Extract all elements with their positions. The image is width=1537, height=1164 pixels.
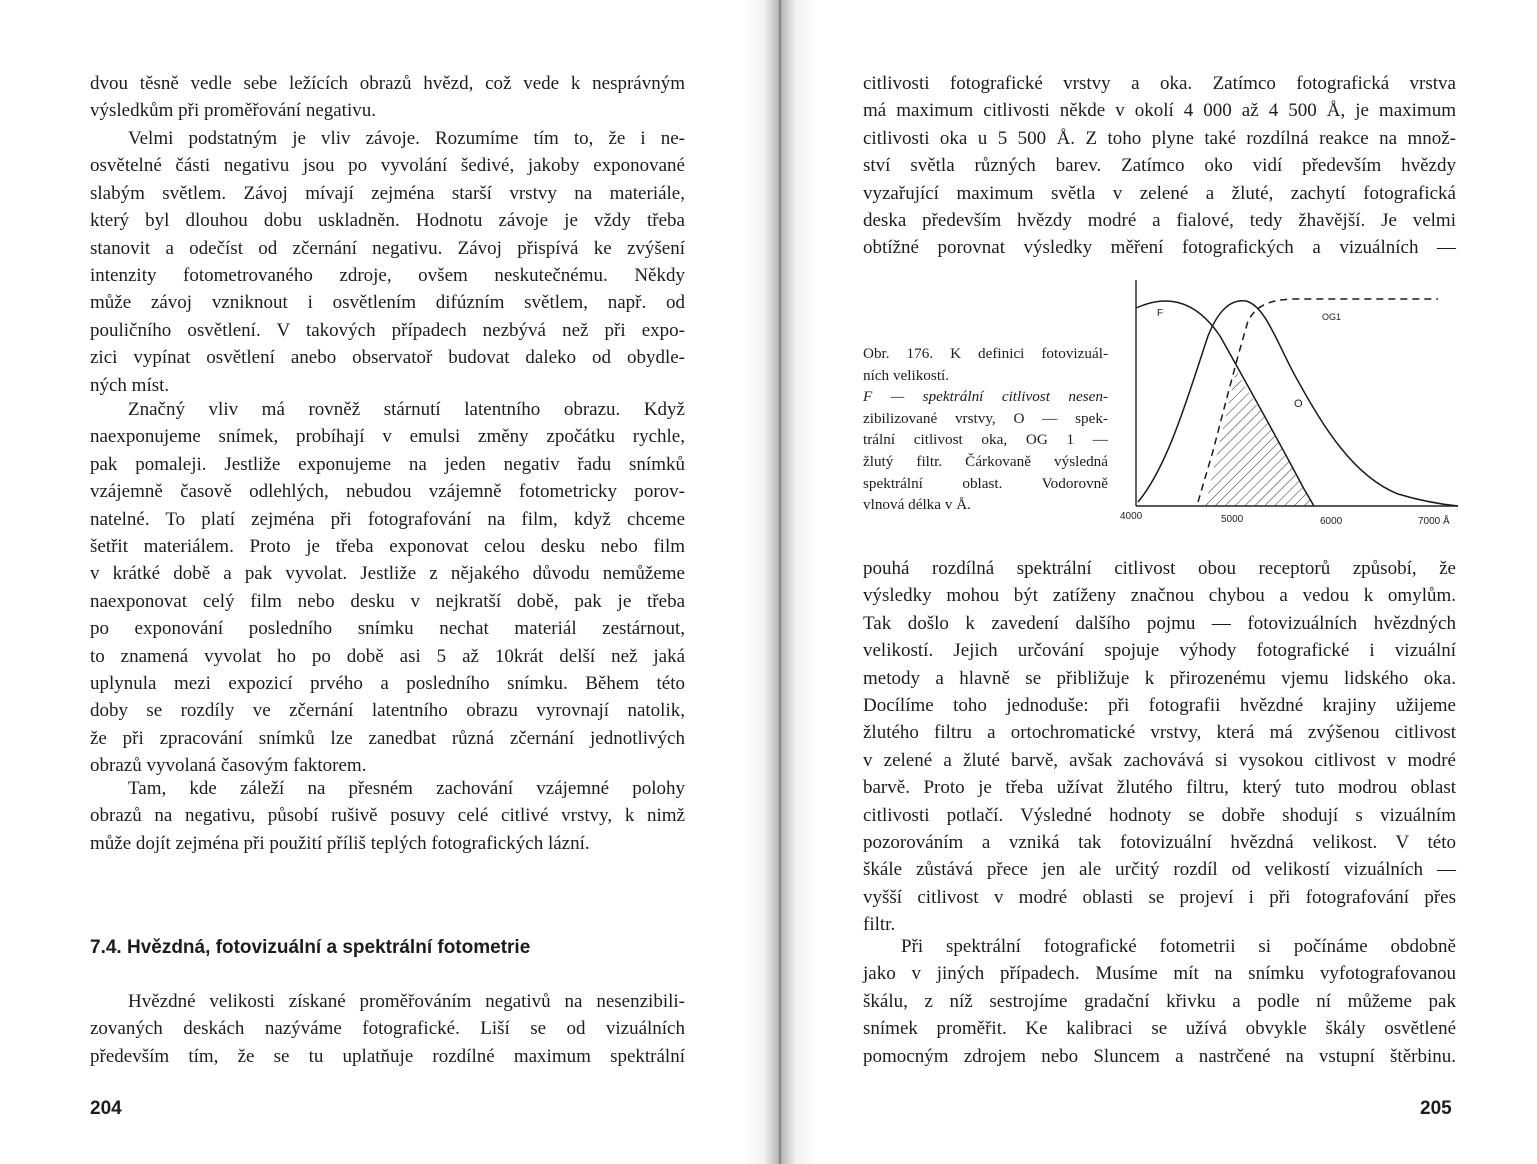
text-line: pozorováním a vzniká tak fotovizuální hvězdná velikost. V této <box>863 832 1456 854</box>
right-paragraph-2 <box>863 555 1456 939</box>
text-line: zici vypínat osvětlení anebo observatoř budovat daleko od obydle- <box>90 347 685 369</box>
page-number-right: 205 <box>1420 1098 1452 1119</box>
caption-line: F — spektrální citlivost nesen- <box>863 388 1108 406</box>
text-line: Docílíme toho jednoduše: při fotografii hvězdné krajiny užijeme <box>863 695 1456 717</box>
page-number-left: 204 <box>90 1098 122 1119</box>
text-line: jako v jiných případech. Musíme mít na snímku vyfotografovanou <box>863 963 1456 985</box>
caption-line: ních velikostí. <box>863 366 950 384</box>
text-line: v zelené a žluté barvě, avšak zachovává si vysokou citlivost v modré <box>863 749 1456 771</box>
text-line: obtížné porovnat výsledky měření fotografických a vizuálních — <box>863 237 1456 259</box>
label-O: O <box>1294 398 1303 410</box>
text-line: filtr. <box>863 914 896 936</box>
text-line: pak pomaleji. Jestliže exponujeme na jeden negativ řadu snímků <box>90 453 685 475</box>
text-line: natelné. To platí zejména při fotografování na film, když chceme <box>90 508 685 530</box>
x-tick-label: 6000 <box>1320 516 1343 527</box>
text-line: deska především hvězdy modré a fialové, tedy žhavější. Je velmi <box>863 210 1456 232</box>
text-line: má maximum citlivosti někde v okolí 4 000 až 4 500 Å, je maximum <box>863 100 1456 122</box>
caption-line: zibilizované vrstvy, O — spek- <box>863 409 1108 427</box>
label-F: F <box>1157 308 1164 319</box>
text-line: pouličního osvětlení. V takových případech nezbývá než při expo- <box>90 319 685 341</box>
text-line: po exponování posledního snímku nechat materiál zestárnout, <box>90 618 685 640</box>
text-line: intenzity fotometrovaného zdroje, ovšem neskutečnému. Někdy <box>90 265 685 287</box>
text-line: citlivosti potlačí. Výsledné hodnoty se dobře shodují s vizuálním <box>863 804 1456 826</box>
caption-line: žlutý filtr. Čárkovaně výsledná <box>863 452 1108 470</box>
text-line: ství světla různých barev. Zatímco oko vidí především hvězdy <box>863 155 1456 177</box>
figure-caption <box>863 343 1108 516</box>
text-line: Při spektrální fotografické fotometrii si počínáme obdobně <box>901 936 1456 957</box>
text-line: ných míst. <box>90 374 170 396</box>
caption-line: Obr. 176. K definici fotovizuál- <box>863 345 1108 362</box>
text-line: který byl dlouhou dobu uskladněn. Hodnotu závoje je vždy třeba <box>90 210 685 232</box>
text-line: že při zpracování snímků lze zanedbat různá zčernání jednotlivých <box>90 727 685 749</box>
text-line: Tak došlo k zavedení dalšího pojmu — fotovizuálních hvězdných <box>863 612 1456 634</box>
text-line: osvětelné části negativu jsou po vyvolání šedivé, jakoby exponované <box>90 155 685 177</box>
text-line: vyzařující maximum světla v zelené a žluté, zachytí fotografická <box>863 182 1456 204</box>
text-line: barvě. Proto je třeba užívat žlutého filtru, který tuto modrou oblast <box>863 777 1456 799</box>
text-line: může závoj vzniknout i osvětlením difúzním světlem, např. od <box>90 292 685 314</box>
x-tick-label: 4000 <box>1120 511 1143 522</box>
text-line: slabým světlem. Závoj mívají zejména starší vrstvy na materiále, <box>90 182 685 204</box>
text-line: vyšší citlivost v modré oblasti se projeví i při fotografování přes <box>863 886 1456 908</box>
right-paragraph-1 <box>863 70 1456 262</box>
result-region-hatch <box>1205 371 1314 506</box>
text-line: doby se rozdíly ve zčernání latentního obrazu vyrovnají natolik, <box>90 700 685 722</box>
text-line: výsledky mohou být zatíženy značnou chybou a vedou k omylům. <box>863 585 1456 607</box>
text-line: uplynula mezi expozicí prvého a posledního snímku. Během této <box>90 673 685 695</box>
caption-line: trální citlivost oka, OG 1 — <box>863 431 1108 449</box>
right-paragraph-3 <box>863 933 1456 1070</box>
text-line: Hvězdné velikosti získané proměřováním negativů na nesenzibili- <box>128 991 685 1012</box>
text-line: škálu, z níž sestrojíme gradační křivku a podle ní můžeme pak <box>863 990 1456 1012</box>
x-tick-label: 7000 Å <box>1418 516 1450 527</box>
x-tick-label: 5000 <box>1221 514 1244 525</box>
text-line: obrazů na negativu, působí rušivě posuvy celé citlivé vrstvy, k nimž <box>90 805 685 827</box>
text-line: pouhá rozdílná spektrální citlivost obou receptorů způsobí, že <box>863 558 1456 579</box>
text-line: výsledkům při proměřování negativu. <box>90 100 376 122</box>
text-line: pomocným zdrojem nebo Sluncem a nastrčené na vstupní štěrbinu. <box>863 1045 1456 1067</box>
text-line: zovaných deskách nazýváme fotografické. Liší se od vizuálních <box>90 1018 685 1040</box>
section-heading: 7.4. Hvězdná, fotovizuální a spektrální fotometrie <box>90 937 531 958</box>
text-line: velikostí. Jejich určování spojuje výhody fotografické i vizuální <box>863 640 1456 662</box>
text-line: Značný vliv má rovněž stárnutí latentního obrazu. Když <box>128 399 685 420</box>
text-line: vzájemně časově odlehlých, nebudou vzájemně fotometricky porov- <box>90 481 685 503</box>
text-line: stanovit a odečíst od zčernání negativu. Závoj přispívá ke zvýšení <box>90 237 685 259</box>
text-line: v krátké době a pak vyvolat. Jestliže z nějakého důvodu nemůžeme <box>90 563 685 585</box>
text-line: dvou těsně vedle sebe ležících obrazů hvězd, což vede k nesprávným <box>90 73 685 94</box>
label-OG1: OG1 <box>1322 312 1342 322</box>
text-line: naexponovat celý film nebo desku v nejkratší době, pak je třeba <box>90 590 685 612</box>
caption-line: vlnová délka v Å. <box>863 496 971 514</box>
text-line: škále zůstává přece jen ale určitý rozdíl od velikostí vizuálních — <box>863 859 1456 881</box>
text-line: Velmi podstatným je vliv závoje. Rozumíme tím to, že i ne- <box>128 128 685 149</box>
text-line: žlutého filtru a ortochromatické vrstvy, která má zvýšenou citlivost <box>863 722 1456 744</box>
text-line: metody a hlavně se přibližuje k přirozenému vjemu lidského oka. <box>863 667 1456 689</box>
text-line: obrazů vyvolaná časovým faktorem. <box>90 755 367 777</box>
text-line: snímek proměřit. Ke kalibraci se užívá obvykle škály osvětlené <box>863 1018 1456 1040</box>
text-line: citlivosti fotografické vrstvy a oka. Zatímco fotografická vrstva <box>863 73 1456 94</box>
text-line: šetřit materiálem. Proto je třeba exponovat celou desku nebo film <box>90 536 685 558</box>
sensitivity-graph <box>1108 276 1468 528</box>
text-line: citlivosti oka u 5 500 Å. Z toho plyne také rozdílná reakce na množ- <box>863 127 1456 149</box>
text-line: naexponujeme snímek, probíhají v emulsi změny zpočátku rychle, <box>90 426 685 448</box>
text-line: především tím, že se tu uplatňuje rozdílné maximum spektrální <box>90 1045 685 1067</box>
text-line: Tam, kde záleží na přesném zachování vzájemné polohy <box>128 778 685 799</box>
text-line: to znamená vyvolat ho po době asi 5 až 10krát delší než jaká <box>90 645 685 667</box>
caption-line: spektrální oblast. Vodorovně <box>863 474 1108 492</box>
text-line: může dojít zejména při použití příliš teplých fotografických lázní. <box>90 832 590 854</box>
